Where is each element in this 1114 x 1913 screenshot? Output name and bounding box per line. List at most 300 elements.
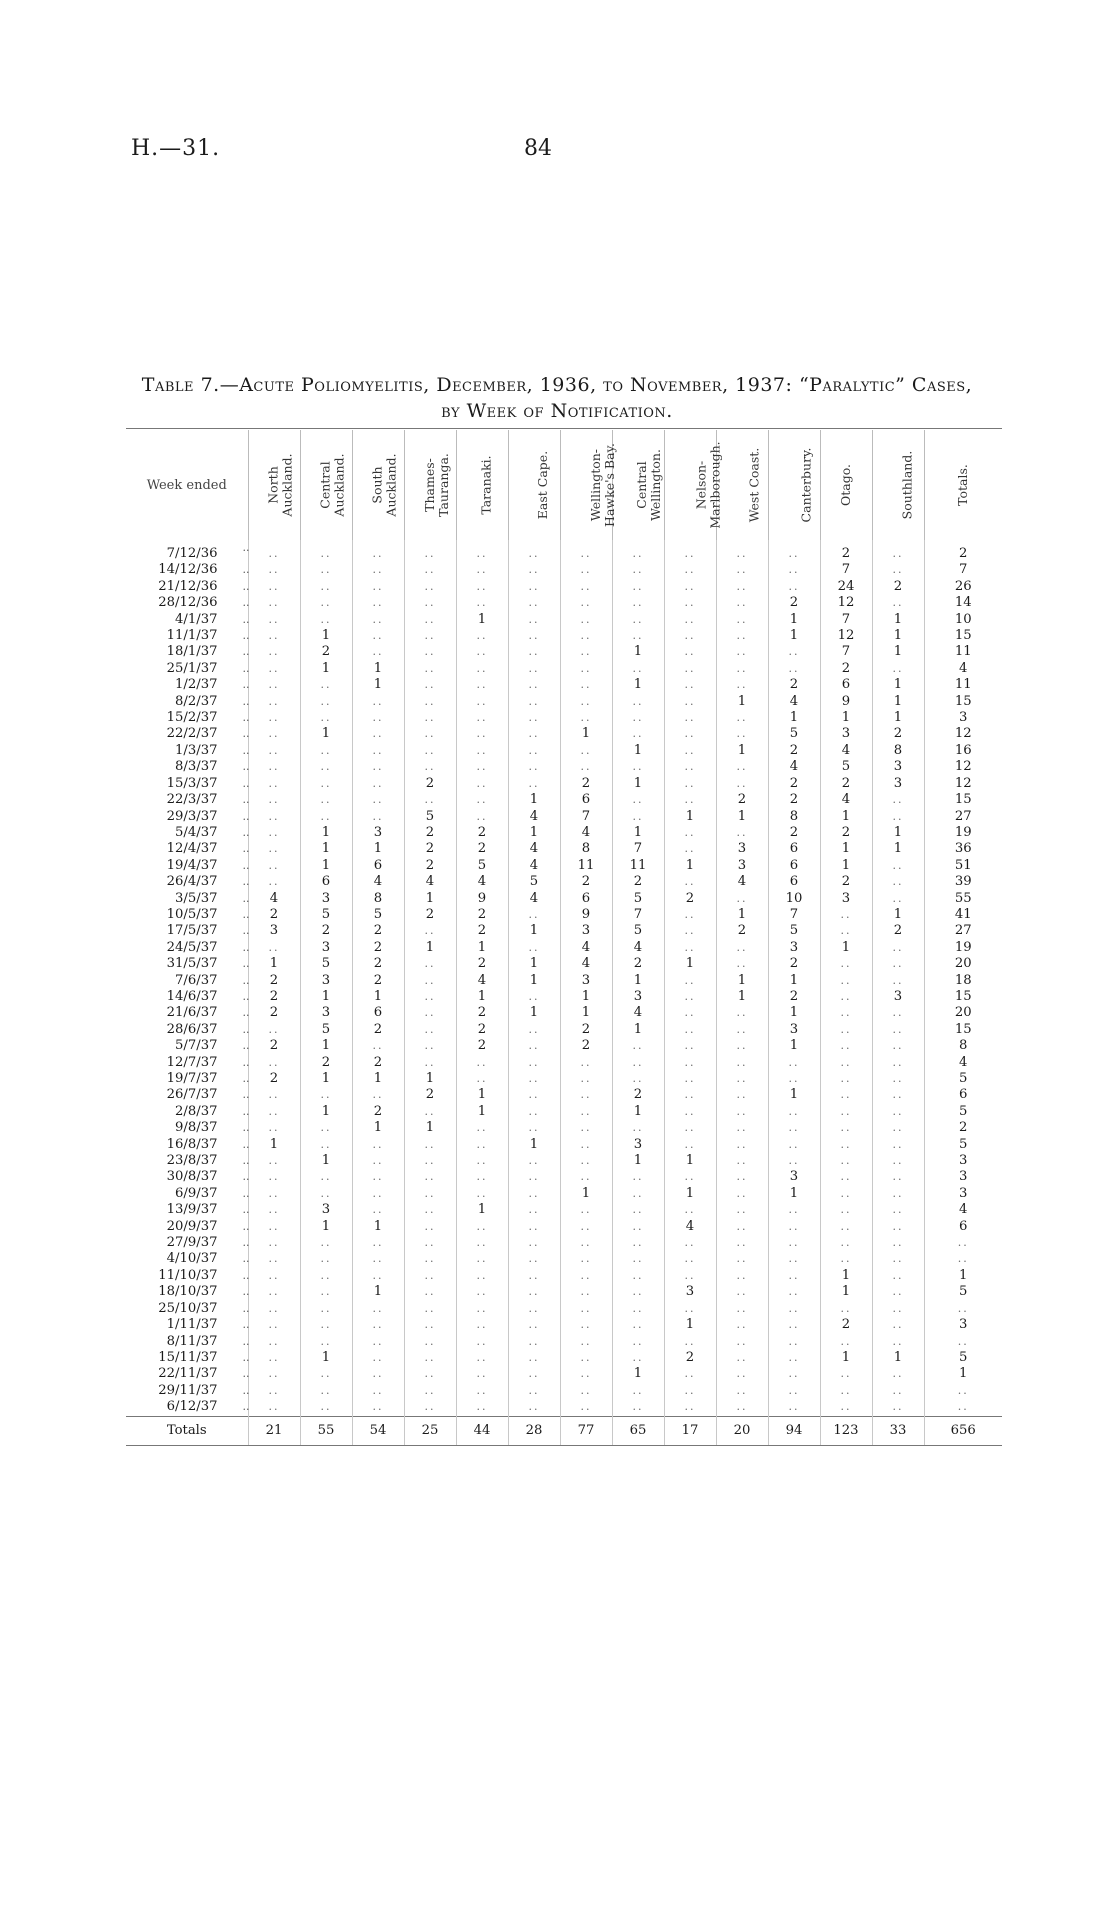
count-cell: .. [716, 1251, 768, 1267]
count-cell: .. [612, 1399, 664, 1416]
count-cell: .. [248, 1350, 300, 1366]
count-cell: 2 [456, 1038, 508, 1054]
count-cell: .. [612, 540, 664, 562]
count-cell: .. [716, 956, 768, 972]
count-cell: .. [768, 1120, 820, 1136]
count-cell: .. [716, 1104, 768, 1120]
count-cell: .. [456, 809, 508, 825]
count-cell: .. [560, 595, 612, 611]
count-cell: 1 [612, 825, 664, 841]
count-cell: .. [612, 1120, 664, 1136]
week-ended-cell [126, 956, 248, 972]
row-total-cell: 15 [954, 693, 972, 709]
row-total-cell: .. [957, 1236, 969, 1250]
column-total-cell: 33 [872, 1416, 924, 1445]
count-cell: 5 [612, 923, 664, 939]
count-cell: .. [404, 677, 456, 693]
count-cell: 2 [352, 973, 404, 989]
count-cell: .. [872, 1153, 924, 1169]
count-cell: .. [820, 923, 872, 939]
count-cell: .. [248, 1087, 300, 1103]
count-cell: .. [352, 579, 404, 595]
column-total-cell: 20 [716, 1416, 768, 1445]
week-ended-cell [126, 1055, 248, 1071]
table-row [126, 644, 1002, 660]
count-cell: .. [508, 1284, 560, 1300]
table-row [126, 1153, 1002, 1169]
table-row [126, 809, 1002, 825]
count-cell: .. [456, 1317, 508, 1333]
count-cell: 7 [612, 841, 664, 857]
count-cell: .. [768, 1055, 820, 1071]
count-cell: 8 [560, 841, 612, 857]
count-cell: .. [300, 759, 352, 775]
count-cell: 1 [508, 1137, 560, 1153]
week-ended-label: 26/7/37 [166, 1087, 218, 1103]
count-cell: .. [820, 1301, 872, 1317]
count-cell: 5 [612, 891, 664, 907]
count-cell: 1 [872, 1350, 924, 1366]
row-total-cell: 8 [959, 1038, 968, 1054]
week-ended-cell [126, 579, 248, 595]
count-cell: .. [508, 1087, 560, 1103]
table-row [126, 694, 1002, 710]
count-cell: .. [872, 1137, 924, 1153]
week-ended-label: 19/7/37 [166, 1071, 218, 1086]
count-cell: 1 [404, 1120, 456, 1136]
week-ended-cell [126, 874, 248, 890]
count-cell: .. [248, 579, 300, 595]
count-cell: .. [820, 973, 872, 989]
column-header [300, 430, 352, 540]
leader-dots: .. [242, 1236, 250, 1250]
count-cell: .. [716, 891, 768, 907]
count-cell: .. [820, 1104, 872, 1120]
count-cell: 3 [560, 923, 612, 939]
week-ended-label: 15/3/37 [166, 775, 218, 791]
count-cell: 2 [768, 825, 820, 841]
table-body [126, 540, 1002, 1416]
week-ended-label: 8/2/37 [175, 693, 218, 709]
count-cell: .. [820, 1038, 872, 1054]
week-ended-label: 5/7/37 [175, 1038, 218, 1054]
row-total-cell: .. [957, 1334, 969, 1348]
table-header [126, 430, 1002, 540]
count-cell: 4 [820, 792, 872, 808]
count-cell: .. [768, 1202, 820, 1218]
count-cell: 3 [768, 1169, 820, 1185]
count-cell: .. [872, 1005, 924, 1021]
count-cell: 4 [456, 973, 508, 989]
count-cell: .. [456, 1301, 508, 1317]
column-total-cell: 77 [560, 1416, 612, 1445]
table-row [126, 1334, 1002, 1350]
count-cell: .. [820, 1186, 872, 1202]
count-cell: 1 [872, 710, 924, 726]
count-cell: .. [248, 1055, 300, 1071]
count-cell: .. [768, 1104, 820, 1120]
count-cell: 1 [872, 694, 924, 710]
count-cell: 1 [716, 989, 768, 1005]
count-cell: .. [300, 1137, 352, 1153]
leader-dots: .. [242, 1285, 250, 1299]
count-cell: .. [664, 1169, 716, 1185]
count-cell: .. [560, 661, 612, 677]
count-cell: 1 [300, 726, 352, 742]
count-cell: .. [300, 595, 352, 611]
leader-dots: .. [242, 1104, 250, 1118]
row-total-cell: 20 [954, 956, 972, 972]
count-cell: .. [820, 1022, 872, 1038]
count-cell: .. [456, 743, 508, 759]
count-cell: .. [404, 726, 456, 742]
count-cell: .. [716, 825, 768, 841]
count-cell: .. [872, 940, 924, 956]
leader-dots: .. [242, 1400, 250, 1414]
count-cell: .. [612, 1038, 664, 1054]
count-cell: 1 [560, 989, 612, 1005]
count-cell: .. [664, 989, 716, 1005]
count-cell: .. [352, 644, 404, 660]
count-cell: 4 [508, 891, 560, 907]
count-cell: .. [560, 1268, 612, 1284]
table-row [126, 940, 1002, 956]
count-cell: .. [612, 1251, 664, 1267]
table-title-line-2: by Week of Notification. [441, 400, 673, 422]
count-cell: 1 [456, 1104, 508, 1120]
count-cell: .. [664, 841, 716, 857]
count-cell: .. [612, 1350, 664, 1366]
count-cell: 4 [508, 841, 560, 857]
count-cell: 1 [352, 989, 404, 1005]
count-cell: .. [248, 825, 300, 841]
count-cell: .. [404, 562, 456, 578]
count-cell: 2 [456, 907, 508, 923]
count-cell: .. [716, 1268, 768, 1284]
count-cell: 2 [560, 874, 612, 890]
week-ended-label: 26/4/37 [166, 874, 218, 890]
row-total-cell: 55 [954, 890, 972, 906]
row-total-cell: 3 [959, 1153, 968, 1169]
count-cell: .. [248, 1251, 300, 1267]
count-cell: 1 [508, 1005, 560, 1021]
table-row [126, 1399, 1002, 1416]
count-cell: .. [872, 858, 924, 874]
count-cell: .. [872, 1104, 924, 1120]
count-cell: .. [248, 874, 300, 890]
week-ended-cell [126, 1038, 248, 1054]
count-cell: .. [404, 1268, 456, 1284]
leader-dots: .. [242, 891, 250, 905]
count-cell: .. [508, 743, 560, 759]
count-cell: .. [508, 595, 560, 611]
column-header [820, 430, 872, 540]
count-cell: .. [768, 1334, 820, 1350]
count-cell: 2 [820, 661, 872, 677]
table-row [126, 1301, 1002, 1317]
row-total-cell: .. [957, 1252, 969, 1266]
count-cell: .. [456, 710, 508, 726]
week-ended-cell [126, 809, 248, 825]
count-cell: .. [352, 1235, 404, 1251]
count-cell: 2 [872, 579, 924, 595]
count-cell: 1 [456, 1202, 508, 1218]
count-cell: .. [456, 579, 508, 595]
count-cell: .. [300, 562, 352, 578]
count-cell: 2 [352, 956, 404, 972]
table-row [126, 1071, 1002, 1087]
week-ended-cell [126, 973, 248, 989]
count-cell: 12 [820, 628, 872, 644]
count-cell: 3 [716, 858, 768, 874]
row-total-cell: 6 [959, 1218, 968, 1234]
count-cell: .. [404, 743, 456, 759]
count-cell: .. [352, 1317, 404, 1333]
column-header [924, 430, 1002, 540]
count-cell: 1 [768, 612, 820, 628]
row-total-cell: 3 [959, 1185, 968, 1201]
week-ended-cell [126, 540, 248, 562]
count-cell: 2 [560, 1038, 612, 1054]
count-cell: 24 [820, 579, 872, 595]
row-total-cell: 10 [954, 611, 972, 627]
count-cell: 1 [664, 809, 716, 825]
table-row [126, 923, 1002, 939]
count-cell: .. [768, 1235, 820, 1251]
week-ended-cell [126, 989, 248, 1005]
count-cell: .. [716, 759, 768, 775]
column-header-label: Central Wellington. [633, 448, 663, 521]
count-cell: .. [508, 1055, 560, 1071]
count-cell: 2 [560, 1022, 612, 1038]
count-cell: 2 [352, 1022, 404, 1038]
count-cell: .. [248, 1022, 300, 1038]
count-cell: .. [560, 1120, 612, 1136]
week-ended-label: 6/9/37 [175, 1185, 218, 1201]
count-cell: 4 [404, 874, 456, 890]
count-cell: .. [404, 1284, 456, 1300]
count-cell: .. [612, 562, 664, 578]
row-total-cell: 6 [959, 1087, 968, 1103]
count-cell: .. [560, 1383, 612, 1399]
count-cell: .. [508, 1186, 560, 1202]
table-row [126, 1005, 1002, 1021]
count-cell: .. [820, 1153, 872, 1169]
count-cell: .. [716, 1005, 768, 1021]
count-cell: .. [456, 540, 508, 562]
count-cell: .. [248, 726, 300, 742]
table-row [126, 1202, 1002, 1218]
column-header [872, 430, 924, 540]
count-cell: .. [560, 1251, 612, 1267]
row-total-cell: 1 [959, 1267, 968, 1283]
count-cell: .. [716, 1202, 768, 1218]
count-cell: 3 [248, 923, 300, 939]
count-cell: .. [352, 1383, 404, 1399]
count-cell: 3 [300, 891, 352, 907]
count-cell: 8 [352, 891, 404, 907]
count-cell: .. [768, 1071, 820, 1087]
week-ended-cell [126, 1104, 248, 1120]
count-cell: .. [872, 891, 924, 907]
count-cell: .. [872, 1284, 924, 1300]
table-row [126, 1120, 1002, 1136]
column-header [456, 430, 508, 540]
count-cell: 2 [820, 540, 872, 562]
count-cell: .. [716, 1153, 768, 1169]
row-total-cell: 15 [954, 1021, 972, 1037]
count-cell: .. [248, 743, 300, 759]
count-cell: .. [248, 1186, 300, 1202]
count-cell: .. [508, 540, 560, 562]
count-cell: .. [612, 1268, 664, 1284]
count-cell: 1 [612, 743, 664, 759]
row-total-cell: 5 [959, 1349, 968, 1365]
leader-dots: .. [242, 973, 250, 987]
count-cell: .. [352, 710, 404, 726]
count-cell: .. [248, 940, 300, 956]
count-cell: .. [560, 1104, 612, 1120]
count-cell: 2 [716, 923, 768, 939]
column-header-label: Week ended [146, 477, 227, 493]
count-cell: .. [300, 1120, 352, 1136]
count-cell: 6 [352, 1005, 404, 1021]
count-cell: 1 [248, 1137, 300, 1153]
count-cell: 4 [716, 874, 768, 890]
leader-dots: .. [242, 809, 250, 823]
count-cell: 2 [352, 1104, 404, 1120]
count-cell: .. [820, 1399, 872, 1416]
week-ended-label: 28/12/36 [158, 595, 218, 611]
table-row [126, 956, 1002, 972]
leader-dots: .. [242, 661, 250, 675]
count-cell: 1 [560, 1186, 612, 1202]
count-cell: 2 [820, 1317, 872, 1333]
count-cell: .. [404, 1251, 456, 1267]
week-ended-label: 27/9/37 [166, 1235, 218, 1251]
count-cell: 1 [612, 776, 664, 792]
count-cell: .. [872, 1366, 924, 1382]
week-ended-label: 21/12/36 [158, 578, 218, 594]
count-cell: .. [664, 562, 716, 578]
count-cell: 3 [664, 1284, 716, 1300]
count-cell: .. [664, 1268, 716, 1284]
column-total-cell: 55 [300, 1416, 352, 1445]
count-cell: .. [872, 1071, 924, 1087]
count-cell: .. [560, 1301, 612, 1317]
count-cell: .. [352, 726, 404, 742]
count-cell: .. [612, 726, 664, 742]
count-cell: 2 [768, 792, 820, 808]
count-cell: 9 [456, 891, 508, 907]
row-total-cell: 14 [954, 595, 972, 611]
row-total-cell: 19 [954, 939, 972, 955]
week-ended-cell [126, 825, 248, 841]
count-cell: 5 [404, 809, 456, 825]
table-row [126, 612, 1002, 628]
count-cell: 2 [456, 825, 508, 841]
table-row [126, 1055, 1002, 1071]
document-reference: H.—31. [131, 136, 221, 161]
count-cell: .. [352, 1137, 404, 1153]
row-total-cell: 11 [954, 644, 972, 660]
count-cell: .. [560, 677, 612, 693]
row-total-cell: 1 [959, 1366, 968, 1382]
week-ended-cell [126, 858, 248, 874]
count-cell: .. [248, 644, 300, 660]
table-row [126, 989, 1002, 1005]
count-cell: 3 [352, 825, 404, 841]
count-cell: .. [560, 540, 612, 562]
leader-dots: .. [242, 1137, 250, 1151]
count-cell: .. [716, 1366, 768, 1382]
count-cell: .. [508, 1153, 560, 1169]
table-row [126, 776, 1002, 792]
count-cell: .. [508, 694, 560, 710]
row-total-cell: .. [957, 1383, 969, 1397]
count-cell: 2 [872, 923, 924, 939]
count-cell: .. [560, 644, 612, 660]
count-cell: 1 [300, 989, 352, 1005]
column-total-cell: 28 [508, 1416, 560, 1445]
count-cell: 4 [560, 825, 612, 841]
leader-dots: .. [242, 579, 250, 593]
column-header-label: West Coast. [745, 447, 761, 522]
count-cell: .. [248, 694, 300, 710]
row-total-cell: 5 [959, 1136, 968, 1152]
count-cell: 1 [352, 841, 404, 857]
leader-dots: .. [242, 924, 250, 938]
count-cell: .. [404, 1104, 456, 1120]
count-cell: .. [508, 579, 560, 595]
table-row [126, 1350, 1002, 1366]
week-ended-label: 7/6/37 [175, 972, 218, 988]
column-header [716, 430, 768, 540]
count-cell: 4 [352, 874, 404, 890]
count-cell: .. [456, 792, 508, 808]
count-cell: .. [404, 628, 456, 644]
column-total-cell: 44 [456, 1416, 508, 1445]
count-cell: .. [664, 1104, 716, 1120]
count-cell: .. [768, 540, 820, 562]
count-cell: .. [300, 677, 352, 693]
count-cell: .. [248, 1317, 300, 1333]
row-total-cell: 26 [954, 578, 972, 594]
count-cell: 3 [300, 973, 352, 989]
count-cell: 5 [300, 907, 352, 923]
week-ended-cell [126, 940, 248, 956]
count-cell: 7 [820, 612, 872, 628]
count-cell: .. [612, 1334, 664, 1350]
count-cell: .. [872, 1235, 924, 1251]
count-cell: 1 [456, 612, 508, 628]
week-ended-cell [126, 1169, 248, 1185]
leader-dots: .. [242, 793, 250, 807]
week-ended-label: 21/6/37 [166, 1005, 218, 1021]
count-cell: .. [820, 1235, 872, 1251]
count-cell: .. [508, 1202, 560, 1218]
count-cell: .. [300, 1087, 352, 1103]
count-cell: 2 [768, 956, 820, 972]
count-cell: 1 [872, 907, 924, 923]
count-cell: .. [664, 694, 716, 710]
row-total-cell: 2 [959, 546, 968, 561]
count-cell: .. [248, 1104, 300, 1120]
count-cell: 1 [300, 1071, 352, 1087]
count-cell: .. [612, 1202, 664, 1218]
leader-dots: .. [242, 842, 250, 856]
count-cell: 3 [768, 1022, 820, 1038]
